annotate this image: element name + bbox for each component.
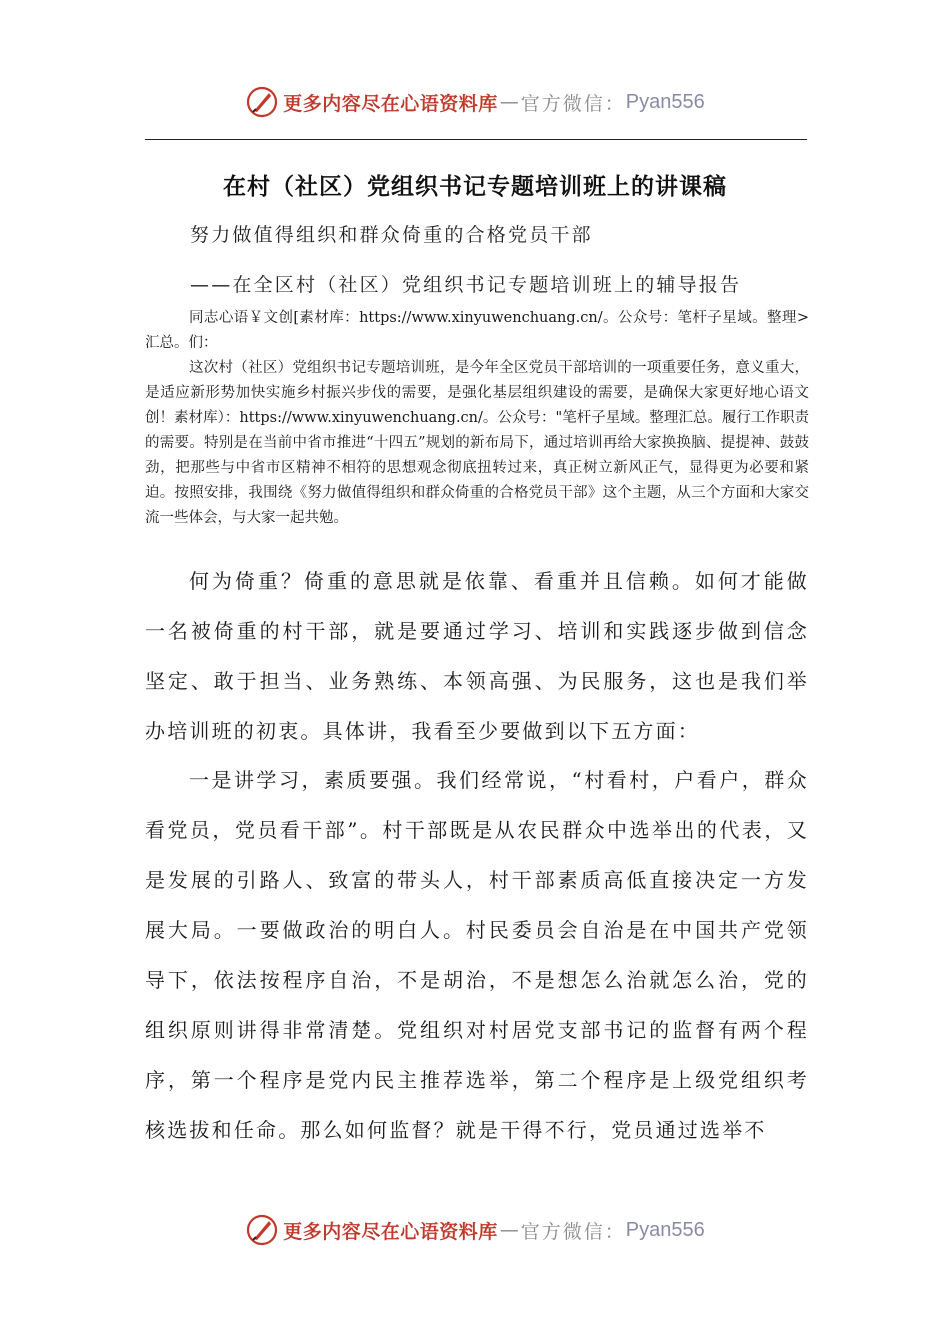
watermark-wechat-label: 官方微信：	[520, 92, 626, 115]
watermark-dash: —	[499, 1219, 519, 1241]
watermark-dash: —	[499, 91, 519, 113]
paragraph-body-2: 一是讲学习，素质要强。我们经常说，“村看村，户看户，群众看党员，党员看干部”。村干部既是从农民群众中选举出的代表，又是发展的引路人、致富的带头人，村干部素质高低直接决定一方发展大局。一要做政治的明白人。村民委员会自治是在中国共产党领导下，依法按程序自治，不是胡治，不是想怎么治就怎么治，党的组织原则讲得非常清楚。党组织对村居党支部书记的监督有两个程序，第一个程序是党内民主推荐选举，第二个程序是上级党组织考核选拔和任命。那么如何监督？就是干得不行，党员通过选举不	[145, 768, 809, 1142]
watermark-slogan: 更多内容尽在心语资料库	[283, 1220, 498, 1243]
watermark-wechat-label: 官方微信：	[520, 1220, 626, 1243]
document-subtitle-2: ——在全区村（社区）党组织书记专题培训班上的辅导报告	[190, 274, 742, 296]
paragraph-intro-2: 这次村（社区）党组织书记专题培训班，是今年全区党员干部培训的一项重要任务，意义重大，是适应新形势加快实施乡村振兴步伐的需要，是强化基层组织建设的需要，是确保大家更好地心语文创！素材库）：https://www.xinyuwenchuang.cn/。公众号："笔杆子星域。整理汇总。履行工作职责的需要。特别是在当前中省市推进“十四五”规划的新布局下，通过培训再给大家换换脑、提提神、鼓鼓劲，把那些与中省市区精神不相符的思想观念彻底扭转过来，真正树立新风正气，显得更为必要和紧迫。按照安排，我围绕《努力做值得组织和群众倚重的合格党员干部》这个主题，从三个方面和大家交流一些体会，与大家一起共勉。	[145, 360, 809, 526]
paragraph-body-1: 何为倚重？倚重的意思就是依靠、看重并且信赖。如何才能做一名被倚重的村干部，就是要通过学习、培训和实践逐步做到信念坚定、敢于担当、业务熟练、本领高强、为民服务，这也是我们举办培训班的初衷。具体讲，我看至少要做到以下五方面：	[145, 569, 809, 743]
header-watermark	[0, 82, 950, 122]
header-divider	[145, 139, 807, 140]
watermark-wechat-id: Pyan556	[625, 1218, 705, 1241]
document-subtitle: 努力做值得组织和群众倚重的合格党员干部	[190, 224, 593, 246]
quill-logo-icon	[245, 1213, 279, 1247]
quill-logo-icon	[245, 85, 279, 119]
watermark-slogan: 更多内容尽在心语资料库	[283, 92, 498, 115]
footer-watermark	[0, 1210, 950, 1250]
watermark-wechat-id: Pyan556	[625, 90, 705, 113]
document-title: 在村（社区）党组织书记专题培训班上的讲课稿	[223, 174, 727, 200]
paragraph-intro-1: 同志心语￥文创[素材库：https://www.xinyuwenchuang.cn/。公众号：笔杆子星域。整理>汇总。们：	[145, 310, 809, 351]
